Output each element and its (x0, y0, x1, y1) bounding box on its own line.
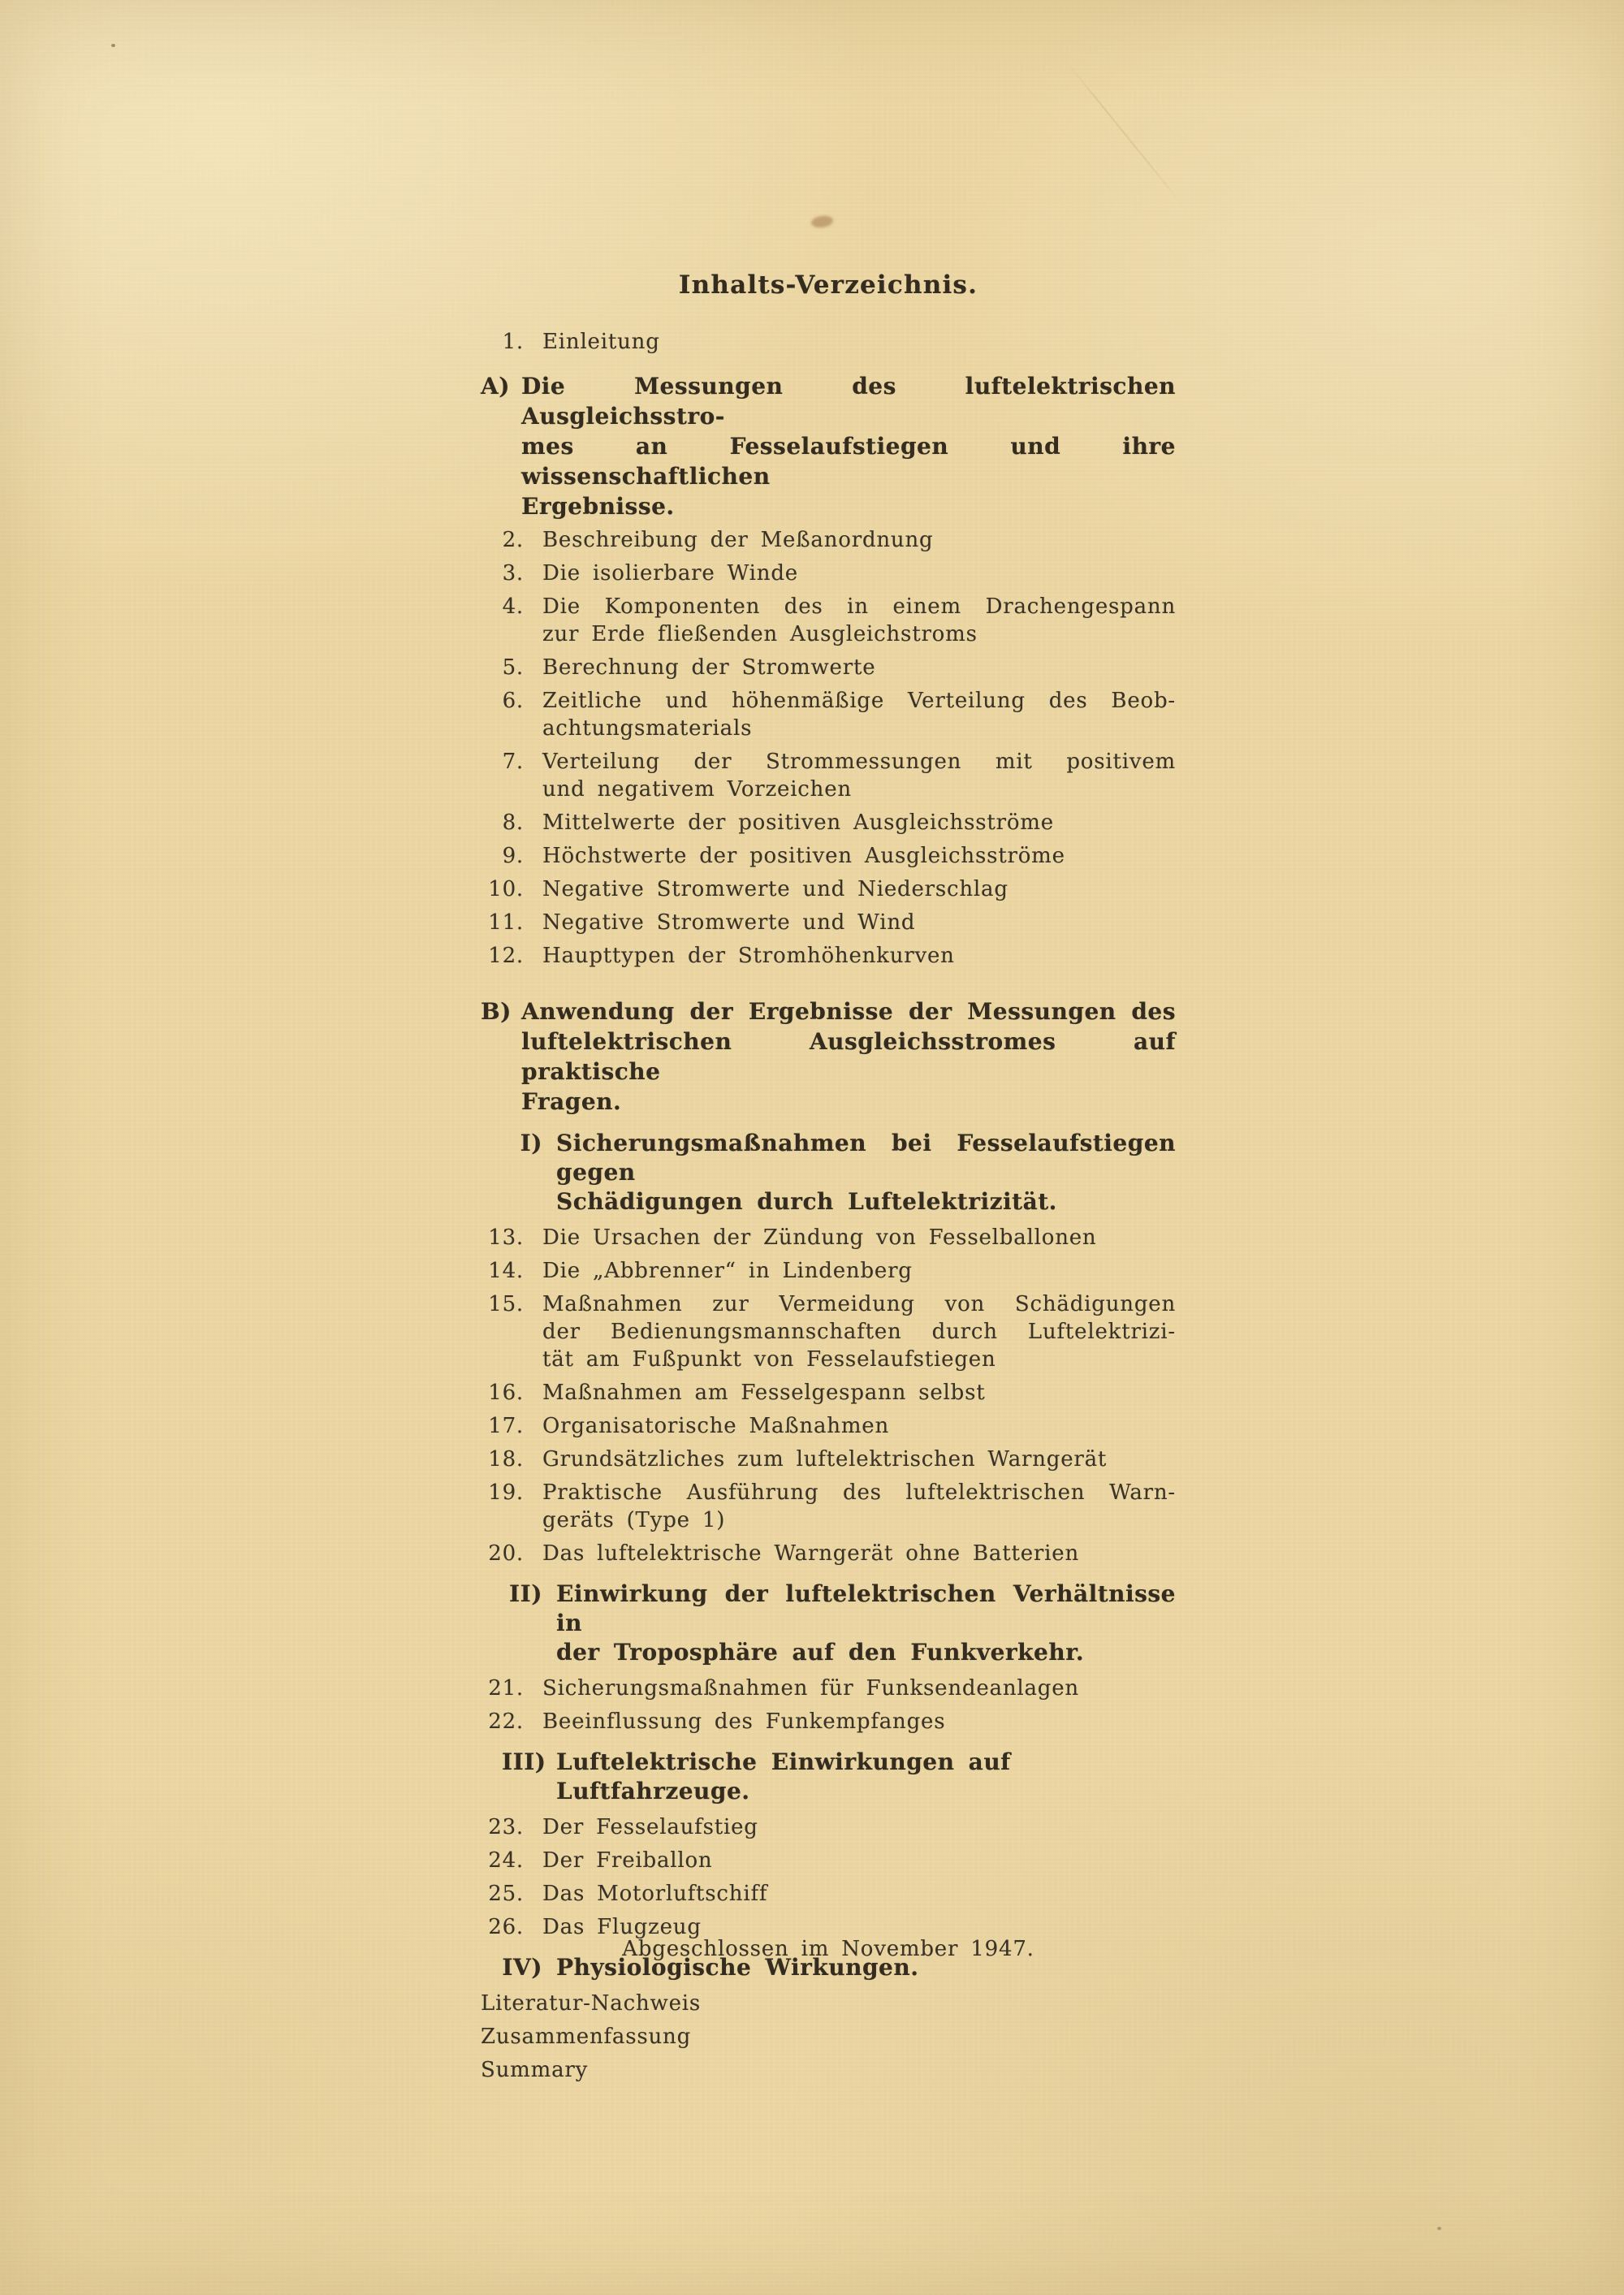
toc-entry-19 (481, 1479, 1176, 1534)
entry-line: Zeitliche und höhenmäßige Verteilung des Beob- (542, 689, 1176, 713)
entry-number: 15. (488, 1292, 524, 1316)
entry-number: 10. (488, 877, 524, 901)
ink-smudge (810, 214, 834, 229)
entry-text (542, 1446, 1176, 1473)
entry-text (542, 1675, 1176, 1702)
toc-entry-3 (481, 560, 1176, 587)
entry-number: 13. (488, 1225, 524, 1250)
entry-line: Luftelektrische Einwirkungen auf Luftfahrzeuge. (556, 1748, 1011, 1804)
entry-line: Zusammenfassung (481, 2025, 692, 2049)
entry-line: zur Erde fließenden Ausgleichstroms (542, 622, 978, 646)
closing-note: Abgeschlossen im November 1947. (622, 1937, 1034, 1961)
toc-entry-22 (481, 1708, 1176, 1735)
entry-line: Organisatorische Maßnahmen (542, 1414, 890, 1438)
entry-line: Das luftelektrische Warngerät ohne Batterien (542, 1541, 1079, 1566)
subsection-text (556, 1748, 1176, 1806)
entry-line: Die Komponenten des in einem Drachengespann (542, 594, 1176, 619)
entry-number: 12. (488, 944, 524, 968)
entry-line: mes an Fesselaufstiegen und ihre wissenschaftlichen (521, 433, 1176, 490)
toc-entry-4 (481, 593, 1176, 648)
toc-entry-18 (481, 1446, 1176, 1473)
entry-text (542, 560, 1176, 587)
toc-subsection-2 (502, 1580, 1176, 1667)
entry-line: Einleitung (542, 330, 660, 354)
entry-text (542, 593, 1176, 648)
entry-text (542, 1224, 1176, 1251)
paper-scratch (1065, 61, 1185, 208)
entry-line: Das Flugzeug (542, 1915, 702, 1939)
toc-entry-12 (481, 942, 1176, 970)
toc-entry-23 (481, 1813, 1176, 1841)
paper-speck (1437, 2227, 1441, 2230)
entry-number: 17. (488, 1414, 524, 1438)
entry-line: Fragen. (521, 1088, 622, 1115)
entry-line: Physiologische Wirkungen. (556, 1954, 919, 1981)
entry-line: Haupttypen der Stromhöhenkurven (542, 944, 955, 968)
toc-entry-2 (481, 526, 1176, 554)
entry-text (542, 909, 1176, 936)
section-label: B) (481, 998, 512, 1025)
entry-text (542, 687, 1176, 742)
entry-line: Der Fesselaufstieg (542, 1815, 758, 1839)
entry-line: Die „Abbrenner“ in Lindenberg (542, 1259, 913, 1283)
entry-line: Summary (481, 2058, 589, 2082)
entry-number: 11. (488, 910, 524, 935)
entry-text (542, 1412, 1176, 1440)
page-title: Inhalts-Verzeichnis. (678, 270, 978, 300)
entry-number: 14. (488, 1259, 524, 1283)
toc-section-a (481, 371, 1176, 521)
entry-number: 7. (502, 750, 524, 774)
subsection-label: IV) (502, 1954, 542, 1981)
entry-line: geräts (Type 1) (542, 1508, 726, 1532)
toc-entry-25 (481, 1880, 1176, 1908)
entry-text (542, 1257, 1176, 1285)
toc-section-b (481, 996, 1176, 1117)
entry-line: achtungsmaterials (542, 716, 753, 741)
toc-entry-7 (481, 748, 1176, 803)
toc-entry-17 (481, 1412, 1176, 1440)
toc-entry-24 (481, 1847, 1176, 1874)
subsection-text (556, 1580, 1176, 1667)
toc-entry-5 (481, 654, 1176, 681)
toc-entry-14 (481, 1257, 1176, 1285)
toc-entry-16 (481, 1379, 1176, 1407)
toc-entry-zusammenfassung (481, 2023, 1176, 2051)
entry-text (542, 1379, 1176, 1407)
entry-number: 5. (502, 655, 524, 680)
entry-line: luftelektrischen Ausgleichsstromes auf praktische (521, 1028, 1176, 1085)
entry-line: Die isolierbare Winde (542, 561, 798, 586)
entry-number: 20. (488, 1541, 524, 1566)
entry-number: 1. (502, 330, 524, 354)
toc-entry-20 (481, 1540, 1176, 1567)
entry-text (542, 748, 1176, 803)
entry-text (542, 1847, 1176, 1874)
entry-text (542, 1708, 1176, 1735)
entry-text (542, 654, 1176, 681)
entry-number: 18. (488, 1447, 524, 1472)
entry-text (481, 2023, 1176, 2051)
entry-text (542, 1290, 1176, 1373)
entry-line: Berechnung der Stromwerte (542, 655, 876, 680)
entry-line: Negative Stromwerte und Niederschlag (542, 877, 1009, 901)
entry-line: Die Messungen des luftelektrischen Ausgleichsstro- (521, 373, 1176, 430)
toc-entry-9 (481, 842, 1176, 870)
entry-number: 22. (488, 1709, 524, 1734)
entry-line: Der Freiballon (542, 1848, 713, 1873)
subsection-label: I) (520, 1130, 542, 1156)
entry-line: Die Ursachen der Zündung von Fesselballonen (542, 1225, 1097, 1250)
entry-number: 16. (488, 1381, 524, 1405)
entry-text (481, 2056, 1176, 2084)
entry-text (542, 875, 1176, 903)
entry-text (542, 526, 1176, 554)
entry-text (542, 1479, 1176, 1534)
entry-line: Beschreibung der Meßanordnung (542, 528, 934, 552)
entry-number: 4. (502, 594, 524, 619)
entry-text (542, 842, 1176, 870)
entry-line: Verteilung der Strommessungen mit positivem (542, 750, 1176, 774)
entry-line: der Troposphäre auf den Funkverkehr. (556, 1639, 1085, 1666)
entry-line: der Bedienungsmannschaften durch Luftelektrizi- (542, 1320, 1176, 1344)
toc-entry-6 (481, 687, 1176, 742)
section-text (521, 996, 1176, 1117)
entry-number: 6. (502, 689, 524, 713)
entry-number: 19. (488, 1480, 524, 1505)
toc-subsection-3 (502, 1748, 1176, 1806)
entry-line: Sicherungsmaßnahmen für Funksendeanlagen (542, 1676, 1079, 1701)
entry-text (542, 1540, 1176, 1567)
entry-line: Beeinflussung des Funkempfanges (542, 1709, 946, 1734)
entry-line: Schädigungen durch Luftelektrizität. (556, 1188, 1057, 1215)
entry-text (542, 1880, 1176, 1908)
entry-number: 8. (502, 810, 524, 835)
entry-number: 9. (502, 844, 524, 868)
entry-number: 25. (488, 1882, 524, 1906)
entry-line: Maßnahmen zur Vermeidung von Schädigungen (542, 1292, 1176, 1316)
paper-speck (111, 44, 115, 47)
entry-line: tät am Fußpunkt von Fesselaufstiegen (542, 1347, 996, 1372)
entry-line: Grundsätzliches zum luftelektrischen Warngerät (542, 1447, 1108, 1472)
toc-entry-15 (481, 1290, 1176, 1373)
entry-number: 24. (488, 1848, 524, 1873)
entry-text (481, 1990, 1176, 2017)
entry-text (542, 809, 1176, 836)
entry-line: Mittelwerte der positiven Ausgleichsströme (542, 810, 1054, 835)
entry-line: und negativem Vorzeichen (542, 777, 852, 802)
entry-number: 2. (502, 528, 524, 552)
entry-number: 3. (502, 561, 524, 586)
entry-text (542, 1813, 1176, 1841)
subsection-text (556, 1129, 1176, 1217)
toc-entry-8 (481, 809, 1176, 836)
entry-line: Negative Stromwerte und Wind (542, 910, 916, 935)
toc-entry-10 (481, 875, 1176, 903)
entry-number: 26. (488, 1915, 524, 1939)
entry-line: Praktische Ausführung des luftelektrischen Warn- (542, 1480, 1176, 1505)
entry-line: Ergebnisse. (521, 493, 675, 520)
entry-number: 21. (488, 1676, 524, 1701)
toc-entry-21 (481, 1675, 1176, 1702)
entry-line: Das Motorluftschiff (542, 1882, 768, 1906)
entry-line: Einwirkung der luftelektrischen Verhältnisse in (556, 1580, 1176, 1636)
entry-line: Literatur-Nachweis (481, 1991, 702, 2016)
toc-entry-11 (481, 909, 1176, 936)
toc-entry-1 (481, 328, 1176, 356)
entry-text (542, 942, 1176, 970)
toc-entry-13 (481, 1224, 1176, 1251)
entry-line: Höchstwerte der positiven Ausgleichsströme (542, 844, 1065, 868)
toc-entry-summary (481, 2056, 1176, 2084)
toc-subsection-1 (502, 1129, 1176, 1217)
entry-line: Sicherungsmaßnahmen bei Fesselaufstiegen gegen (556, 1130, 1176, 1186)
toc-entry-literatur (481, 1990, 1176, 2017)
subsection-label: III) (502, 1748, 546, 1775)
entry-text (542, 328, 1176, 356)
entry-line: Maßnahmen am Fesselgespann selbst (542, 1381, 986, 1405)
section-label: A) (481, 373, 510, 400)
section-text (521, 371, 1176, 521)
table-of-contents (481, 328, 1176, 2090)
entry-line: Anwendung der Ergebnisse der Messungen des (521, 998, 1176, 1025)
subsection-label: II) (509, 1580, 542, 1607)
entry-number: 23. (488, 1815, 524, 1839)
